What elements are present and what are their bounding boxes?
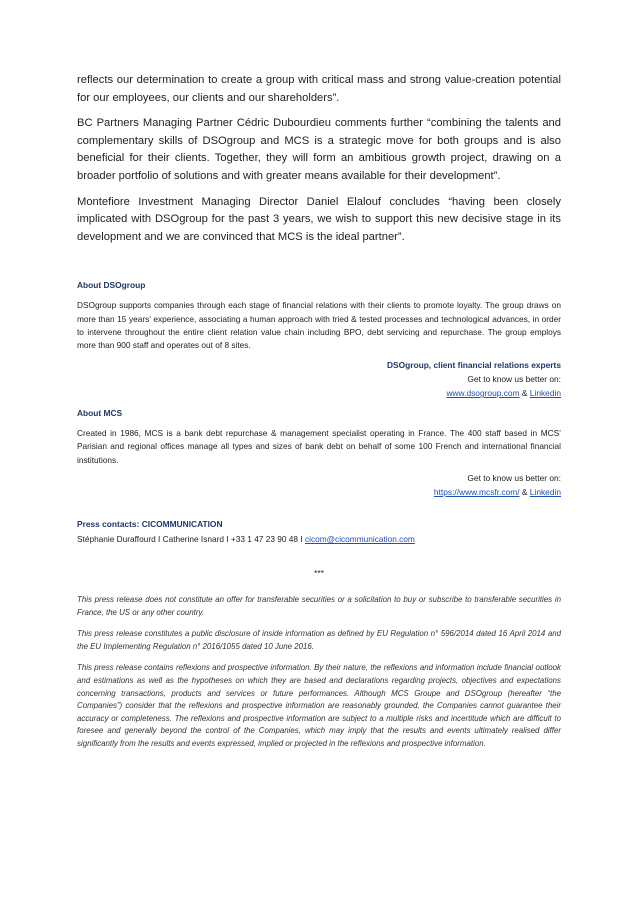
about-dsogroup-heading: About DSOgroup (77, 280, 146, 291)
mcs-know-us: Get to know us better on: (467, 472, 561, 483)
separator: *** (314, 567, 324, 578)
dsogroup-know-us: Get to know us better on: (467, 374, 561, 385)
disclaimer-1: This press release does not constitute an offer for transferable securities or a solicitation to buy or subscribe to transferable securities in France, the US or any other country. (77, 594, 561, 617)
about-mcs-heading: About MCS (77, 408, 123, 419)
intro-paragraph-2: BC Partners Managing Partner Cédric Dubourdieu comments further “combining the talents and complementary skills of DSOgroup and MCS is a strategic move for both groups and is also beneficial for their clients. Together, they will form an ambitious growth project, drawing on a broader portfolio of solutions and with greater means available for their development”. (77, 117, 561, 182)
mcs-contact-block (77, 471, 561, 499)
about-mcs-text: Created in 1986, MCS is a bank debt repurchase & management specialist operating in France. The 400 staff based in MCS’ Parisian and regional offices manage all types and sizes of bank debt on behalf of some 100 French and international financial institutions. (77, 428, 561, 465)
dsogroup-contact-block (77, 358, 561, 400)
disclaimer-2: This press release constitutes a public disclosure of inside information as defined by EU Regulation n° 596/2014 dated 16 April 2014 and the EU Implementing Regulation n° 2016/1055 dated 10 June 2016. (77, 629, 561, 651)
intro-paragraph-1: reflects our determination to create a group with critical mass and strong value-creation potential for our employees, our clients and our shareholders”. (77, 74, 561, 104)
press-email-link[interactable]: cicom@cicommunication.com (304, 533, 415, 544)
mcs-amp: & (521, 486, 528, 497)
dsogroup-linkedin-link[interactable]: Linkedin (529, 388, 561, 399)
disclaimer-3: This press release contains reflexions and prospective information. By their nature, the reflexions and information include financial outlook and estimations as well as the hypotheses on which they are based and declarations regarding projects, objectives and expectations concerning transactions, products and services or future performances. Although MCS Groupe and DSOgroup (hereafter “the Companies”) consider that the reflexions and prospective information are reasonably grounded, the Companies cannot guarantee their accuracy or completeness. The reflexions and prospective information are subject to a multiple risks and incertitude which are difficult to foresee and generally beyond the control of the Companies, which may imply that the results and events ultimately realised differ significantly from the results and events expressed, implied or projected in the reflexions and prospective information. (77, 663, 561, 748)
press-contacts-names: Stéphanie Duraffourd I Catherine Isnard I +33 1 47 23 90 48 I (77, 533, 305, 544)
intro-paragraph-3: Montefiore Investment Managing Director Daniel Elalouf concludes “having been closely implicated with DSOgroup for the past 3 years, we wish to support this new decisive stage in its development and we are convinced that MCS is the ideal partner”. (77, 195, 561, 243)
press-contacts-heading: Press contacts: CICOMMUNICATION (77, 518, 223, 529)
mcs-linkedin-link[interactable]: Linkedin (529, 486, 561, 497)
press-contacts-line (77, 533, 561, 546)
dsogroup-amp: & (521, 388, 528, 399)
dsogroup-website-link[interactable]: www.dsogroup.com (446, 388, 520, 399)
mcs-website-link[interactable]: https://www.mcsfr.com/ (433, 486, 520, 497)
document-page (77, 72, 561, 751)
about-dsogroup-text: DSOgroup supports companies through each stage of financial relations with their clients to promote loyalty. The group draws on more than 15 years’ experience, associating a human approach with tried & tested processes and technological advances, in order to intervene throughout the entire client relation value chain including BPO, debt servicing and repurchase. The group employs more than 900 staff and operates out of 8 sites. (77, 300, 561, 350)
dsogroup-tagline: DSOgroup, client financial relations experts (386, 360, 561, 371)
